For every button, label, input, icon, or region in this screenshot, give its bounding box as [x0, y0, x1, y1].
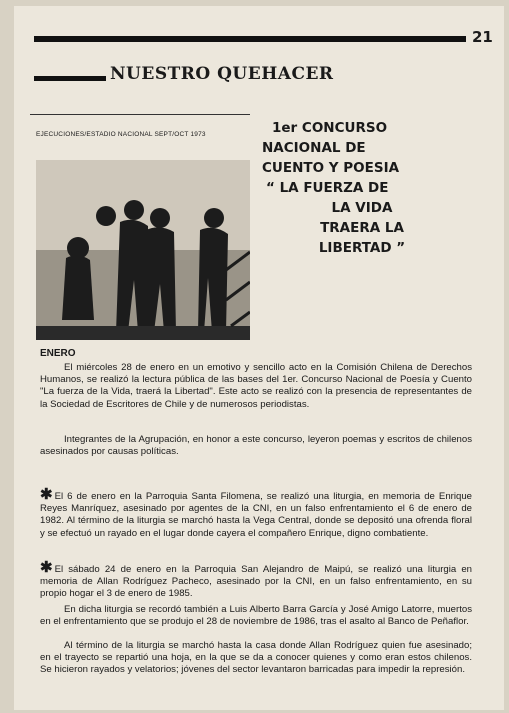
asterisk-icon: ✱ — [40, 559, 53, 576]
paragraph-4 — [40, 559, 472, 601]
month-heading: ENERO — [40, 348, 76, 359]
contest-line-5: LA VIDA — [331, 200, 393, 216]
paragraph-5: En dicha liturgia se recordó también a Luis Alberto Barra García y José Amigo Latorre, muertos en el enfrentamiento que se produjo el 28 de noviembre de 1986, tras el asalto al Banco de Peñaflor. — [40, 604, 472, 628]
paragraph-2: Integrantes de la Agrupación, en honor a este concurso, leyeron poemas y escritos de chilenos asesinados por causas políticas. — [40, 434, 472, 458]
asterisk-icon: ✱ — [40, 486, 53, 503]
silhouettes-image — [36, 160, 250, 340]
protest-photo — [36, 160, 250, 340]
contest-line-2: NACIONAL DE — [262, 140, 366, 156]
paragraph-6: Al término de la liturgia se marchó hasta la casa donde Allan Rodríguez quien fue asesinado; en el trayecto se repartió una hoja, en la que se da a conocer quienes y como eran estos chilenos. Se hicieron rayados y velatorios; jóvenes del sector levantaron barricadas para impedir la represión. — [40, 640, 472, 676]
photo-box-border — [30, 114, 250, 115]
contest-line-4: “ LA FUERZA DE — [266, 180, 389, 196]
paragraph-1: El miércoles 28 de enero en un emotivo y sencillo acto en la Comisión Chilena de Derechos Humanos, se realizó la lectura pública de las bases del 1er. Concurso Nacional de Poesía y Cuento "La fuerza de la Vida, traerá la Libertad". Este acto se realizó con la presencia de representantes de la Sociedad de Escritores de Chile y de numerosos periodistas. — [40, 362, 472, 410]
top-rule — [34, 36, 466, 42]
photo-caption: EJECUCIONES/ESTADIO NACIONAL SEPT/OCT 1973 — [36, 131, 206, 138]
section-bar — [34, 76, 106, 81]
page-number: 21 — [472, 28, 493, 46]
contest-title — [262, 118, 462, 258]
paragraph-3 — [40, 486, 472, 540]
contest-line-7: LIBERTAD ” — [318, 240, 406, 256]
paragraph-3-text: El 6 de enero en la Parroquia Santa Filomena, se realizó una liturgia, en memoria de Enrique Reyes Manríquez, asesinado por agentes de la CNI, en un falso enfrentamiento el 6 de enero de 1982. Al término de la liturgia se marchó hasta la Vega Central, donde se depositó una ofrenda floral y se efectuó un rayado en el lugar donde cayera el compañero Enrique, digno combatiente. — [40, 491, 472, 539]
contest-line-6: TRAERA LA — [320, 220, 404, 236]
paragraph-4-text: El sábado 24 de enero en la Parroquia San Alejandro de Maipú, se realizó una liturgia en memoria de Allan Rodríguez Pacheco, asesinado por la CNI, en un falso enfrentamiento, en su propio hogar el 3 de enero de 1985. — [40, 564, 472, 600]
section-title: NUESTRO QUEHACER — [110, 64, 334, 84]
contest-line-3: CUENTO Y POESIA — [262, 160, 400, 176]
contest-line-1: 1er CONCURSO — [272, 120, 388, 136]
